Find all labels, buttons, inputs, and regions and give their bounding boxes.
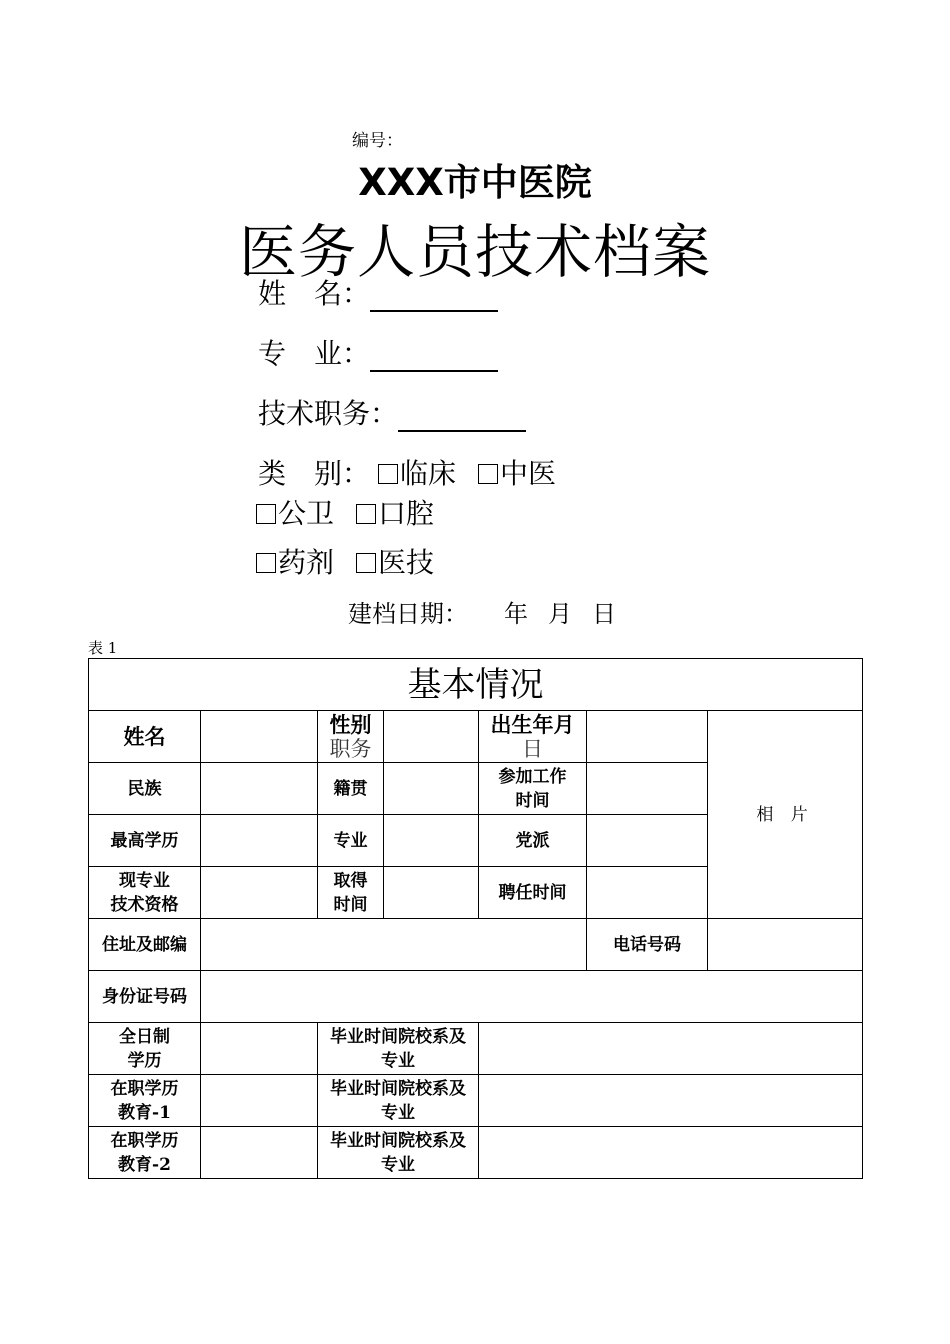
table-heading: 基本情况 xyxy=(89,659,863,711)
checkbox-icon[interactable] xyxy=(256,504,276,524)
graduation-input-cell-3[interactable] xyxy=(479,1127,863,1179)
name-blank[interactable] xyxy=(370,280,498,312)
position-label: 技术职务： xyxy=(258,397,399,430)
major-field xyxy=(258,332,498,372)
checkbox-icon[interactable] xyxy=(378,464,398,484)
inservice-2-input-cell[interactable] xyxy=(201,1127,318,1179)
native-place-cell-label: 籍贯 xyxy=(318,763,384,815)
appointed-cell-label: 聘任时间 xyxy=(479,867,587,919)
ethnicity-input-cell[interactable] xyxy=(201,763,318,815)
education-cell-label: 最高学历 xyxy=(89,815,201,867)
birth-day-label: 日 xyxy=(522,736,543,761)
inservice-2-cell-label: 在职学历 教育-2 xyxy=(89,1127,201,1179)
hospital-name: XXX市中医院 xyxy=(358,161,592,204)
category-option-zhongyi[interactable]: 中医 xyxy=(478,457,556,490)
party-input-cell[interactable] xyxy=(587,815,708,867)
category-label: 类 别： xyxy=(258,457,371,490)
speciality-input-cell[interactable] xyxy=(384,815,479,867)
obtained-cell-label: 取得 时间 xyxy=(318,867,384,919)
category-row-3 xyxy=(256,541,434,581)
position-field xyxy=(258,392,526,432)
photo-cell[interactable]: 相 片 xyxy=(708,711,863,919)
checkbox-icon[interactable] xyxy=(356,504,376,524)
basic-info-table xyxy=(88,658,863,1179)
birth-cell-label: 出生年月 日 xyxy=(479,711,587,763)
id-number-cell-label: 身份证号码 xyxy=(89,971,201,1023)
qualification-cell-label: 现专业 技术资格 xyxy=(89,867,201,919)
graduation-cell-label-2: 毕业时间院校系及专业 xyxy=(318,1075,479,1127)
inservice-1-cell-label: 在职学历 教育-1 xyxy=(89,1075,201,1127)
category-option-yiji[interactable]: 医技 xyxy=(356,546,434,579)
party-cell-label: 党派 xyxy=(479,815,587,867)
checkbox-icon[interactable] xyxy=(356,553,376,573)
year-label: 年 xyxy=(504,600,528,628)
category-row-1 xyxy=(258,452,556,492)
work-start-cell-label: 参加工作 时间 xyxy=(479,763,587,815)
name-field xyxy=(258,272,498,312)
category-option-yaoji[interactable]: 药剂 xyxy=(256,546,334,579)
fulltime-input-cell[interactable] xyxy=(201,1023,318,1075)
checkbox-icon[interactable] xyxy=(256,553,276,573)
graduation-input-cell-1[interactable] xyxy=(479,1023,863,1075)
graduation-input-cell-2[interactable] xyxy=(479,1075,863,1127)
position-blank[interactable] xyxy=(398,400,526,432)
document-title: 医务人员技术档案 xyxy=(238,218,711,286)
phone-input-cell[interactable] xyxy=(708,919,863,971)
duty-label: 职务 xyxy=(329,736,372,761)
address-input-cell[interactable] xyxy=(201,919,587,971)
major-blank[interactable] xyxy=(370,340,498,372)
graduation-cell-label-1: 毕业时间院校系及专业 xyxy=(318,1023,479,1075)
table-number: 表 1 xyxy=(88,639,118,657)
major-label: 专 业： xyxy=(258,337,371,370)
month-label: 月 xyxy=(548,600,572,628)
category-row-2 xyxy=(256,492,434,532)
obtained-input-cell[interactable] xyxy=(384,867,479,919)
name-cell-label: 姓名 xyxy=(89,711,201,763)
work-start-input-cell[interactable] xyxy=(587,763,708,815)
category-option-kouqiang[interactable]: 口腔 xyxy=(356,497,434,530)
fulltime-cell-label: 全日制 学历 xyxy=(89,1023,201,1075)
phone-cell-label: 电话号码 xyxy=(587,919,708,971)
graduation-cell-label-3: 毕业时间院校系及专业 xyxy=(318,1127,479,1179)
name-label: 姓 名： xyxy=(258,277,371,310)
filing-date-label: 建档日期： xyxy=(348,600,468,628)
category-option-linchuang[interactable]: 临床 xyxy=(378,457,456,490)
address-cell-label: 住址及邮编 xyxy=(89,919,201,971)
day-label: 日 xyxy=(592,600,616,628)
native-place-input-cell[interactable] xyxy=(384,763,479,815)
appointed-input-cell[interactable] xyxy=(587,867,708,919)
ethnicity-cell-label: 民族 xyxy=(89,763,201,815)
serial-number-label: 编号： xyxy=(352,131,403,151)
name-input-cell[interactable] xyxy=(201,711,318,763)
speciality-cell-label: 专业 xyxy=(318,815,384,867)
qualification-input-cell[interactable] xyxy=(201,867,318,919)
birth-input-cell[interactable] xyxy=(587,711,708,763)
gender-input-cell[interactable] xyxy=(384,711,479,763)
category-option-gongwei[interactable]: 公卫 xyxy=(256,497,334,530)
checkbox-icon[interactable] xyxy=(478,464,498,484)
id-number-input-cell[interactable] xyxy=(201,971,863,1023)
inservice-1-input-cell[interactable] xyxy=(201,1075,318,1127)
education-input-cell[interactable] xyxy=(201,815,318,867)
gender-cell-label: 性别 职务 xyxy=(318,711,384,763)
filing-date xyxy=(348,594,616,629)
